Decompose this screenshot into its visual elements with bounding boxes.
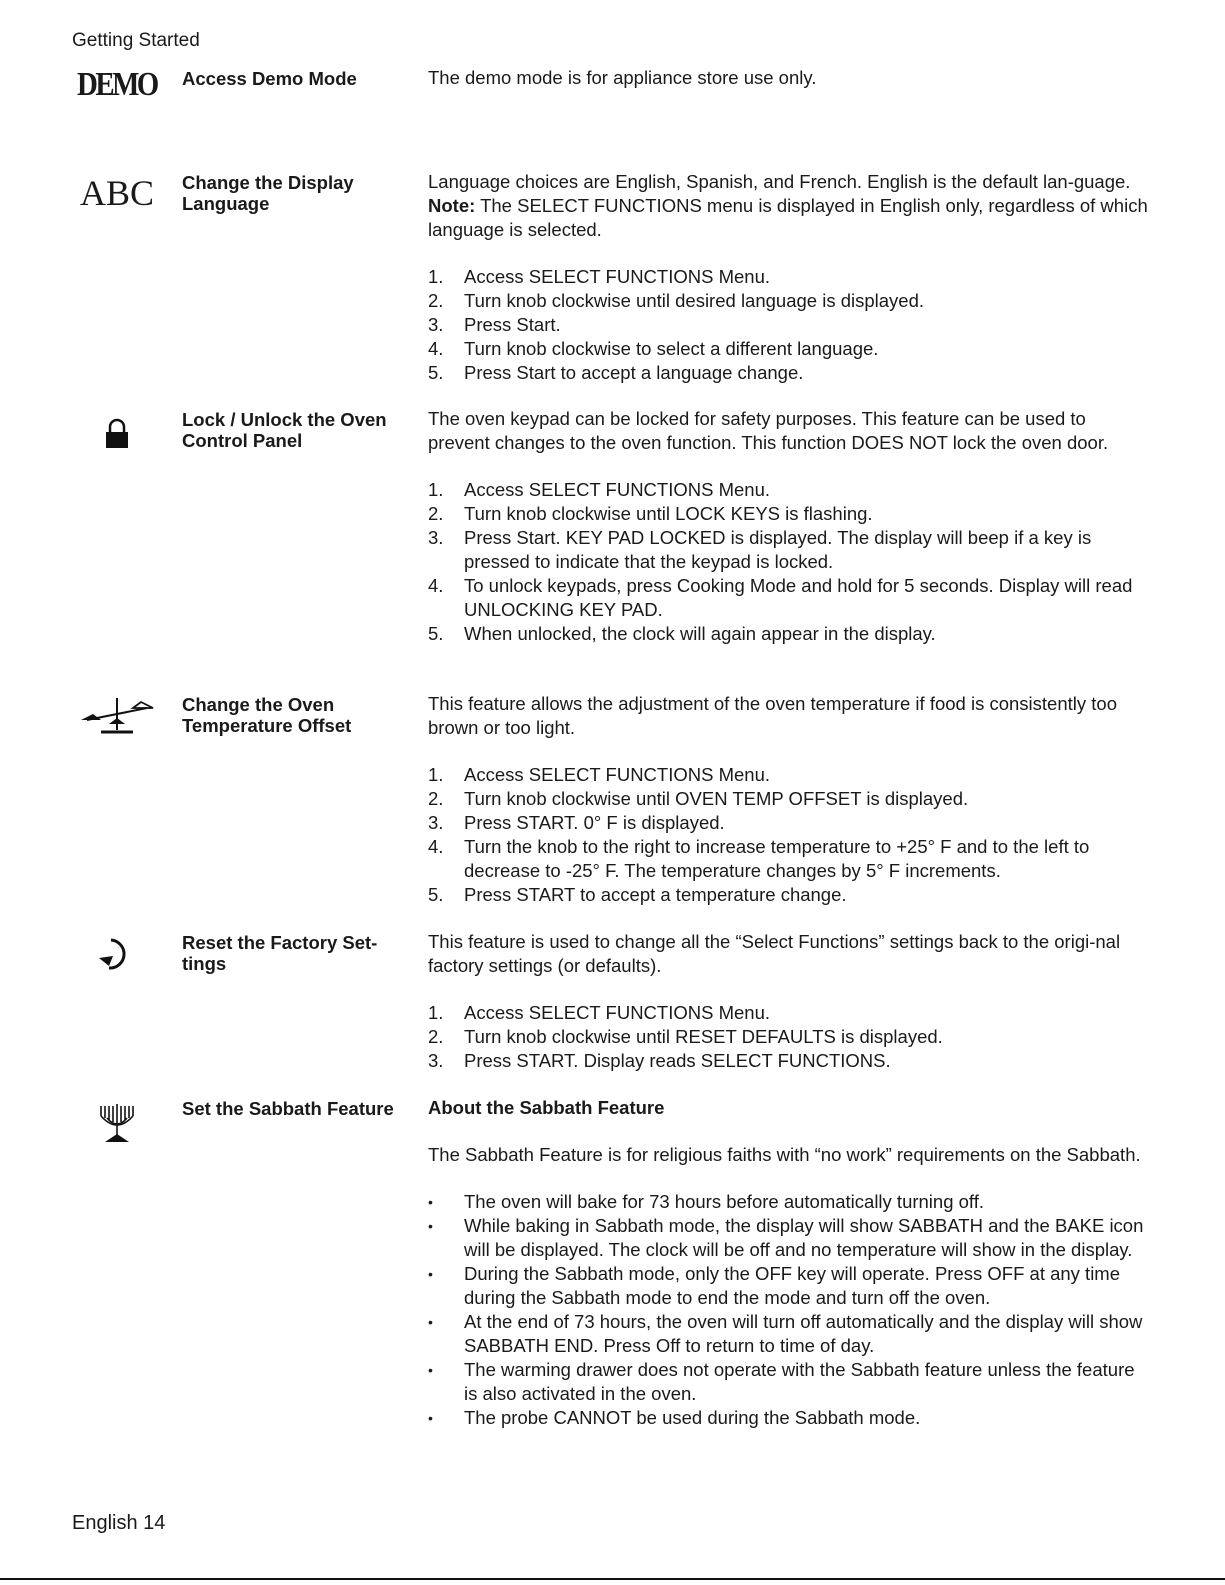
list-item: • During the Sabbath mode, only the OFF key will operate. Press OFF at any time during the Sabbath mode to end the mode and turn off the oven.: [428, 1263, 1121, 1308]
demo-icon: DEMO: [77, 66, 157, 103]
list-item: 1. Access SELECT FUNCTIONS Menu.: [428, 266, 771, 287]
section-body: [428, 407, 1148, 646]
paragraph: Language choices are English, Spanish, and French. English is the default lan-guage. Note: The SELECT FUNCTIONS menu is displayed in English only, regardless of which language is selected.: [428, 171, 1148, 240]
reset-icon: [72, 932, 162, 976]
list-item: 4. Turn the knob to the right to increase temperature to +25° F and to the left to decrease to -25° F. The temperature changes by 5° F increments.: [428, 836, 1090, 881]
list-item: 5. Press START to accept a temperature change.: [428, 884, 847, 905]
list-item: 5. Press Start to accept a language change.: [428, 362, 804, 383]
list-item: 1. Access SELECT FUNCTIONS Menu.: [428, 479, 771, 500]
section-title: Set the Sabbath Feature: [182, 1098, 394, 1119]
step-list: [428, 265, 1148, 385]
section-title: Lock / Unlock the Oven Control Panel: [182, 409, 387, 451]
list-item: 5. When unlocked, the clock will again appear in the display.: [428, 623, 936, 644]
list-item: • At the end of 73 hours, the oven will turn off automatically and the display will show SABBATH END. Press Off to return to time of day.: [428, 1311, 1143, 1356]
section-title: Reset the Factory Set-tings: [182, 932, 378, 974]
note-label: Note:: [428, 195, 476, 216]
list-item: 1. Access SELECT FUNCTIONS Menu.: [428, 1002, 771, 1023]
list-item: 2. Turn knob clockwise until LOCK KEYS is flashing.: [428, 503, 873, 524]
list-item: • While baking in Sabbath mode, the display will show SABBATH and the BAKE icon will be displayed. The clock will be off and no temperature will show in the display.: [428, 1215, 1144, 1260]
paragraph: The Sabbath Feature is for religious faiths with “no work” requirements on the Sabbath.: [428, 1144, 1141, 1165]
list-item: 2. Turn knob clockwise until desired language is displayed.: [428, 290, 925, 311]
section-body: [428, 692, 1148, 907]
subheading: About the Sabbath Feature: [428, 1097, 665, 1118]
list-item: 3. Press Start. KEY PAD LOCKED is displayed. The display will beep if a key is pressed to indicate that the keypad is locked.: [428, 527, 1092, 572]
list-item: 1. Access SELECT FUNCTIONS Menu.: [428, 764, 771, 785]
paragraph: This feature allows the adjustment of the oven temperature if food is consistently too brown or too light.: [428, 693, 1117, 738]
step-list: [428, 478, 1148, 646]
bottom-rule: [0, 1578, 1225, 1580]
section-body: [428, 930, 1148, 1073]
paragraph: The demo mode is for appliance store use only.: [428, 67, 817, 88]
step-list: [428, 1001, 1148, 1073]
page-header: Getting Started: [72, 30, 200, 51]
list-item: 2. Turn knob clockwise until RESET DEFAULTS is displayed.: [428, 1026, 943, 1047]
list-item: 3. Press Start.: [428, 314, 561, 335]
section-title: Access Demo Mode: [182, 68, 357, 89]
list-item: 4. To unlock keypads, press Cooking Mode and hold for 5 seconds. Display will read UNLOCKING KEY PAD.: [428, 575, 1133, 620]
list-item: 3. Press START. Display reads SELECT FUNCTIONS.: [428, 1050, 891, 1071]
menorah-icon: [72, 1104, 162, 1144]
section-title: Change the Oven Temperature Offset: [182, 694, 352, 736]
section-body: [428, 66, 1148, 113]
page-footer: English 14: [72, 1512, 166, 1534]
lock-icon: [72, 417, 162, 449]
list-item: 3. Press START. 0° F is displayed.: [428, 812, 725, 833]
scale-icon: [72, 694, 162, 736]
list-item: 2. Turn knob clockwise until OVEN TEMP OFFSET is displayed.: [428, 788, 969, 809]
paragraph: The oven keypad can be locked for safety purposes. This feature can be used to prevent changes to the oven function. This function DOES NOT lock the oven door.: [428, 408, 1109, 453]
list-item: • The oven will bake for 73 hours before automatically turning off.: [428, 1191, 985, 1212]
bullet-list: [428, 1190, 1148, 1430]
list-item: • The warming drawer does not operate with the Sabbath feature unless the feature is also activated in the oven.: [428, 1359, 1135, 1404]
step-list: [428, 763, 1148, 907]
list-item: • The probe CANNOT be used during the Sabbath mode.: [428, 1407, 921, 1428]
section-body: [428, 170, 1148, 385]
abc-icon: ABC: [79, 173, 155, 213]
section-body: [428, 1096, 1148, 1430]
list-item: 4. Turn knob clockwise to select a different language.: [428, 338, 879, 359]
paragraph: This feature is used to change all the “Select Functions” settings back to the origi-nal factory settings (or defaults).: [428, 931, 1121, 976]
section-title: Change the Display Language: [182, 172, 354, 214]
